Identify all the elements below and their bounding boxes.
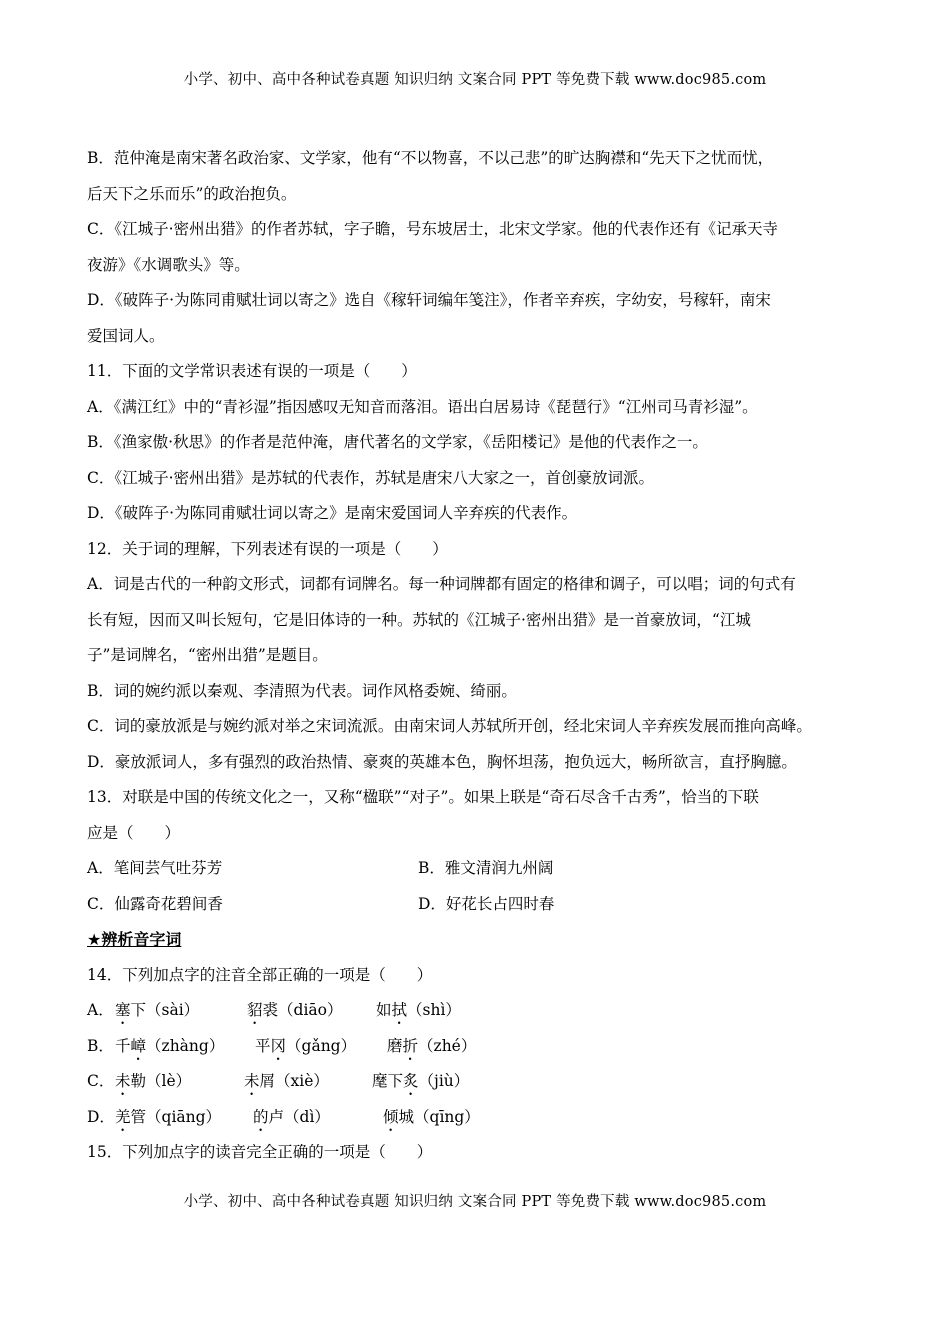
pinyin-item: 麾下炙（jiù） <box>372 1072 470 1090</box>
option-prefix: A． <box>87 1001 114 1019</box>
pinyin-item: 羌管（qiāng） <box>115 1107 222 1126</box>
page-footer: 小学、初中、高中各种试卷真题 知识归纳 文案合同 PPT 等免费下载 www.doc985.com <box>183 1194 767 1210</box>
q13-option-c: C．仙露奇花碧间香 <box>87 894 223 913</box>
q12-option-c: C．词的豪放派是与婉约派对举之宋词流派。由南宋词人苏轼所开创，经北宋词人辛弃疾发展而推向高峰。 <box>87 717 812 735</box>
q10-option-d-line1: D．《破阵子·为陈同甫赋壮词以寄之》选自《稼轩词编年笺注》，作者辛弃疾，字幼安，号稼轩，南宋 <box>87 291 771 309</box>
section-title: ★辨析音字词 <box>87 930 182 949</box>
q13-option-b: B．雅文清润九州阔 <box>418 859 554 877</box>
q14-stem: 14．下列加点字的注音全部正确的一项是（ ） <box>87 965 433 984</box>
q12-stem: 12．关于词的理解，下列表述有误的一项是（ ） <box>87 539 448 558</box>
pinyin-item: 千嶂（zhàng） <box>115 1036 225 1055</box>
q12-option-a-line1: A．词是古代的一种韵文形式，词都有词牌名。每一种词牌都有固定的格律和调子，可以唱；词的句式有 <box>87 575 796 593</box>
q10-option-d-line2: 爱国词人。 <box>87 326 165 345</box>
q14-option-c <box>87 1064 877 1100</box>
q13-options-row1 <box>87 851 877 887</box>
page-header: 小学、初中、高中各种试卷真题 知识归纳 文案合同 PPT 等免费下载 www.doc985.com <box>183 72 767 88</box>
q14-option-d <box>87 1100 877 1136</box>
q13-option-a: A．笔间芸气吐芬芳 <box>87 859 223 877</box>
pinyin-item: 貂裘（diāo） <box>247 1001 343 1019</box>
q11-stem: 11．下面的文学常识表述有误的一项是（ ） <box>87 362 417 380</box>
q11-option-c: C．《江城子·密州出猎》是苏轼的代表作，苏轼是唐宋八大家之一，首创豪放词派。 <box>87 468 655 487</box>
pinyin-item: 的卢（dì） <box>253 1107 330 1126</box>
q13-options-row2 <box>87 887 877 923</box>
q12-option-d: D．豪放派词人，多有强烈的政治热情、豪爽的英雄本色，胸怀坦荡，抱负远大，畅所欲言，直抒胸臆。 <box>87 752 797 771</box>
q10-option-b-line1: B．范仲淹是南宋著名政治家、文学家，他有“不以物喜，不以己悲”的旷达胸襟和“先天下之忧而忧， <box>87 149 774 167</box>
q11-option-b: B．《渔家傲·秋思》的作者是范仲淹，唐代著名的文学家，《岳阳楼记》是他的代表作之一。 <box>87 433 708 451</box>
q12-option-a-line3: 子”是词牌名，“密州出猎”是题目。 <box>87 646 328 664</box>
pinyin-item: 未屑（xiè） <box>244 1072 329 1090</box>
option-prefix: D． <box>87 1107 115 1126</box>
pinyin-item: 如拭（shì） <box>376 1001 461 1019</box>
pinyin-item: 倾城（qīng） <box>383 1107 480 1126</box>
q10-option-c-line2: 夜游》《水调歌头》等。 <box>87 255 250 274</box>
option-prefix: B． <box>87 1036 114 1055</box>
q13-option-d: D．好花长占四时春 <box>418 894 555 913</box>
q13-stem-line2: 应是（ ） <box>87 823 181 842</box>
pinyin-item: 未勒（lè） <box>115 1072 192 1090</box>
q15-stem: 15．下列加点字的读音完全正确的一项是（ ） <box>87 1143 433 1161</box>
option-prefix: C． <box>87 1072 115 1090</box>
q11-option-a: A．《满江红》中的“青衫湿”指因感叹无知音而落泪。语出白居易诗《琵琶行》“江州司马青衫湿”。 <box>87 397 758 416</box>
q12-option-b: B．词的婉约派以秦观、李清照为代表。词作风格委婉、绮丽。 <box>87 681 517 700</box>
q14-option-a <box>87 993 877 1029</box>
q10-option-b-line2: 后天下之乐而乐”的政治抱负。 <box>87 184 297 203</box>
q14-option-b <box>87 1029 877 1065</box>
q12-option-a-line2: 长有短，因而又叫长短句，它是旧体诗的一种。苏轼的《江城子·密州出猎》是一首豪放词，“江城 <box>87 610 751 629</box>
q10-option-c-line1: C．《江城子·密州出猎》的作者苏轼，字子瞻，号东坡居士，北宋文学家。他的代表作还有《记承天寺 <box>87 220 779 238</box>
pinyin-item: 平冈（gǎng） <box>255 1036 357 1055</box>
document-body <box>87 141 877 1171</box>
pinyin-item: 塞下（sài） <box>115 1001 200 1019</box>
q11-option-d: D．《破阵子·为陈同甫赋壮词以寄之》是南宋爱国词人辛弃疾的代表作。 <box>87 504 578 522</box>
pinyin-item: 磨折（zhé） <box>387 1036 477 1055</box>
q13-stem-line1: 13．对联是中国的传统文化之一，又称“楹联”“对子”。如果上联是“奇石尽含千古秀”，恰当的下联 <box>87 788 759 806</box>
